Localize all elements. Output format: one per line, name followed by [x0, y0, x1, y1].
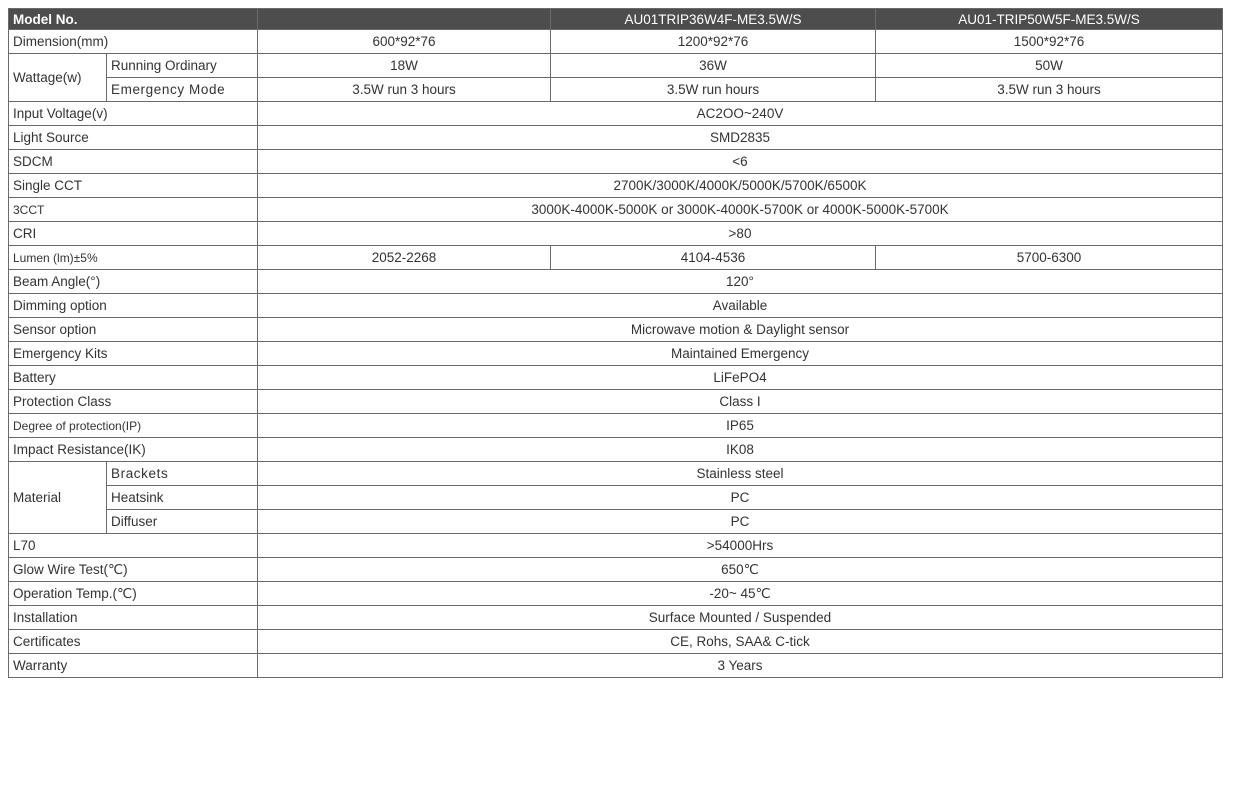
sdcm-row	[9, 150, 1223, 174]
emergency-kits-value: Maintained Emergency	[258, 342, 1223, 366]
emergency-value-2: 3.5W run hours	[551, 78, 876, 102]
emergency-value-1: 3.5W run 3 hours	[258, 78, 551, 102]
diffuser-label: Diffuser	[107, 510, 258, 534]
wattage-running-row	[9, 54, 1223, 78]
lumen-row	[9, 246, 1223, 270]
diffuser-value: PC	[258, 510, 1223, 534]
single-cct-row	[9, 174, 1223, 198]
input-voltage-row	[9, 102, 1223, 126]
dimming-label: Dimming option	[9, 294, 258, 318]
running-value-1: 18W	[258, 54, 551, 78]
cri-label: CRI	[9, 222, 258, 246]
running-value-3: 50W	[876, 54, 1223, 78]
sensor-value: Microwave motion & Daylight sensor	[258, 318, 1223, 342]
battery-value: LiFePO4	[258, 366, 1223, 390]
warranty-value: 3 Years	[258, 654, 1223, 678]
sdcm-label: SDCM	[9, 150, 258, 174]
dimension-value-2: 1200*92*76	[551, 30, 876, 54]
dimension-row	[9, 30, 1223, 54]
battery-row	[9, 366, 1223, 390]
operation-temp-label: Operation Temp.(℃)	[9, 582, 258, 606]
running-value-2: 36W	[551, 54, 876, 78]
sdcm-value: <6	[258, 150, 1223, 174]
l70-row	[9, 534, 1223, 558]
ik-row	[9, 438, 1223, 462]
dimension-value-1: 600*92*76	[258, 30, 551, 54]
emergency-kits-row	[9, 342, 1223, 366]
glow-wire-label: Glow Wire Test(℃)	[9, 558, 258, 582]
material-heatsink-row	[9, 486, 1223, 510]
heatsink-value: PC	[258, 486, 1223, 510]
single-cct-value: 2700K/3000K/4000K/5000K/5700K/6500K	[258, 174, 1223, 198]
protection-class-row	[9, 390, 1223, 414]
dimming-value: Available	[258, 294, 1223, 318]
emergency-mode-label: Emergency Mode	[107, 78, 258, 102]
input-voltage-label: Input Voltage(v)	[9, 102, 258, 126]
single-cct-label: Single CCT	[9, 174, 258, 198]
three-cct-label: 3CCT	[9, 198, 258, 222]
certificates-value: CE, Rohs, SAA& C-tick	[258, 630, 1223, 654]
model-header-1	[258, 9, 551, 30]
operation-temp-row	[9, 582, 1223, 606]
model-no-header: Model No.	[9, 9, 258, 30]
glow-wire-value: 650℃	[258, 558, 1223, 582]
header-row	[9, 9, 1223, 30]
warranty-label: Warranty	[9, 654, 258, 678]
lumen-value-1: 2052-2268	[258, 246, 551, 270]
protection-class-value: Class I	[258, 390, 1223, 414]
beam-angle-label: Beam Angle(°)	[9, 270, 258, 294]
three-cct-value: 3000K-4000K-5000K or 3000K-4000K-5700K or 4000K-5000K-5700K	[258, 198, 1223, 222]
three-cct-row	[9, 198, 1223, 222]
sensor-label: Sensor option	[9, 318, 258, 342]
wattage-emergency-row	[9, 78, 1223, 102]
ip-value: IP65	[258, 414, 1223, 438]
ip-label: Degree of protection(IP)	[9, 414, 258, 438]
operation-temp-value: -20~ 45℃	[258, 582, 1223, 606]
material-label: Material	[9, 462, 107, 534]
dimension-value-3: 1500*92*76	[876, 30, 1223, 54]
lumen-label: Lumen (lm)±5%	[9, 246, 258, 270]
certificates-label: Certificates	[9, 630, 258, 654]
cri-row	[9, 222, 1223, 246]
lumen-value-3: 5700-6300	[876, 246, 1223, 270]
installation-value: Surface Mounted / Suspended	[258, 606, 1223, 630]
protection-class-label: Protection Class	[9, 390, 258, 414]
emergency-kits-label: Emergency Kits	[9, 342, 258, 366]
lumen-value-2: 4104-4536	[551, 246, 876, 270]
light-source-row	[9, 126, 1223, 150]
l70-label: L70	[9, 534, 258, 558]
input-voltage-value: AC2OO~240V	[258, 102, 1223, 126]
model-header-3: AU01-TRIP50W5F-ME3.5W/S	[876, 9, 1223, 30]
beam-angle-row	[9, 270, 1223, 294]
installation-label: Installation	[9, 606, 258, 630]
ik-label: Impact Resistance(IK)	[9, 438, 258, 462]
ip-row	[9, 414, 1223, 438]
certificates-row	[9, 630, 1223, 654]
sensor-row	[9, 318, 1223, 342]
emergency-value-3: 3.5W run 3 hours	[876, 78, 1223, 102]
running-ordinary-label: Running Ordinary	[107, 54, 258, 78]
dimming-row	[9, 294, 1223, 318]
material-brackets-row	[9, 462, 1223, 486]
beam-angle-value: 120°	[258, 270, 1223, 294]
battery-label: Battery	[9, 366, 258, 390]
ik-value: IK08	[258, 438, 1223, 462]
light-source-label: Light Source	[9, 126, 258, 150]
spec-table	[8, 8, 1223, 678]
dimension-label: Dimension(mm)	[9, 30, 258, 54]
wattage-label: Wattage(w)	[9, 54, 107, 102]
l70-value: >54000Hrs	[258, 534, 1223, 558]
model-header-2: AU01TRIP36W4F-ME3.5W/S	[551, 9, 876, 30]
material-diffuser-row	[9, 510, 1223, 534]
heatsink-label: Heatsink	[107, 486, 258, 510]
brackets-value: Stainless steel	[258, 462, 1223, 486]
warranty-row	[9, 654, 1223, 678]
installation-row	[9, 606, 1223, 630]
cri-value: >80	[258, 222, 1223, 246]
brackets-label: Brackets	[107, 462, 258, 486]
glow-wire-row	[9, 558, 1223, 582]
light-source-value: SMD2835	[258, 126, 1223, 150]
